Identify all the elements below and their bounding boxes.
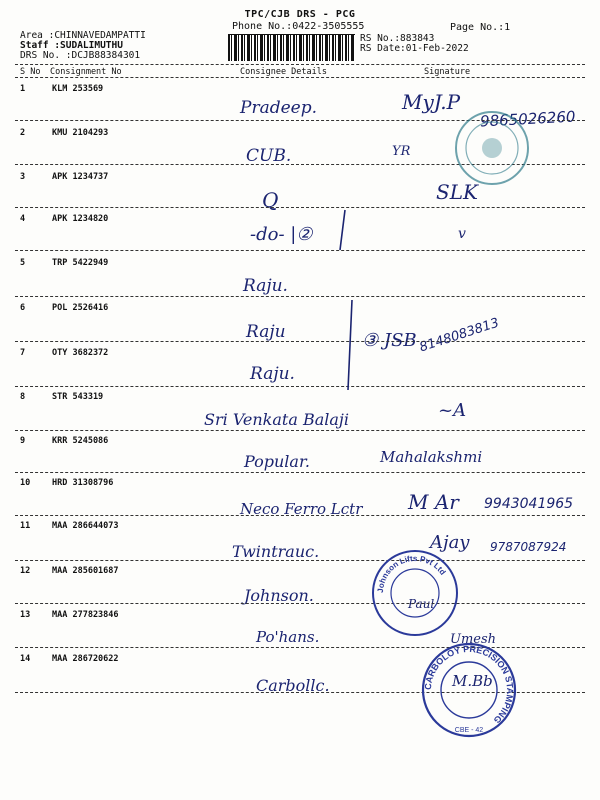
consignee-name: Q bbox=[262, 188, 279, 212]
consignment-number: TRP 5422949 bbox=[52, 258, 109, 268]
handwritten-phone: 8148083813 bbox=[417, 315, 502, 356]
signature: ~A bbox=[438, 400, 467, 421]
signature: ③ JSB bbox=[362, 330, 417, 351]
column-header-signature: Signature bbox=[424, 67, 471, 77]
row-sno: 14 bbox=[20, 654, 31, 664]
consignee-name: Pradeep. bbox=[240, 98, 317, 118]
svg-text:Johnson Lifts Pvt Ltd bbox=[376, 554, 448, 593]
stamp-text: CARBOLOY PRECISION STAMPING bbox=[422, 643, 516, 726]
drs-number: DRS No. :DCJB88384301 bbox=[20, 50, 141, 61]
divider bbox=[15, 296, 585, 297]
consignee-name: Raju. bbox=[243, 276, 288, 296]
row-sno: 10 bbox=[20, 478, 31, 488]
row-sno: 4 bbox=[20, 214, 26, 224]
consignee-name: Sri Venkata Balaji bbox=[204, 410, 349, 429]
consignee-name: Neco Ferro Lctr bbox=[240, 500, 363, 518]
consignment-number: MAA 277823846 bbox=[52, 610, 119, 620]
consignment-number: APK 1234820 bbox=[52, 214, 109, 224]
divider bbox=[15, 386, 585, 387]
row-sno: 6 bbox=[20, 303, 26, 313]
divider bbox=[15, 64, 585, 65]
row-sno: 13 bbox=[20, 610, 31, 620]
row-sno: 12 bbox=[20, 566, 31, 576]
consignment-number: KRR 5245086 bbox=[52, 436, 109, 446]
consignment-number: POL 2526416 bbox=[52, 303, 109, 313]
signature: SLK bbox=[436, 180, 478, 204]
divider bbox=[15, 603, 585, 604]
row-sno: 9 bbox=[20, 436, 26, 446]
signature: Mahalakshmi bbox=[380, 448, 483, 466]
handwritten-phone: 9865026260 bbox=[479, 107, 576, 131]
consignment-number: MAA 286720622 bbox=[52, 654, 119, 664]
row-sno: 7 bbox=[20, 348, 26, 358]
stamp-text: Johnson Lifts Pvt Ltd bbox=[375, 553, 448, 594]
signature: Ajay bbox=[430, 532, 470, 553]
consignee-name: Johnson. bbox=[244, 586, 314, 605]
row-sno: 1 bbox=[20, 84, 26, 94]
signature: YR bbox=[392, 144, 411, 159]
consignee-name: CUB. bbox=[246, 146, 292, 166]
divider bbox=[15, 341, 585, 342]
carboloy-stamp bbox=[414, 640, 524, 740]
row-sno: 8 bbox=[20, 392, 26, 402]
consignee-name: Po'hans. bbox=[256, 628, 320, 646]
consignee-name: Popular. bbox=[244, 452, 310, 471]
rs-number: RS No.:883843 bbox=[360, 33, 435, 44]
johnson-lifts-stamp bbox=[370, 548, 460, 638]
consignment-number: APK 1234737 bbox=[52, 172, 109, 182]
consignment-number: MAA 285601687 bbox=[52, 566, 119, 576]
consignment-number: KMU 2104293 bbox=[52, 128, 109, 138]
signature: Paul bbox=[408, 597, 435, 611]
consignee-name: Carbollc. bbox=[256, 676, 330, 695]
divider bbox=[15, 515, 585, 516]
consignee-name: Twintrauc. bbox=[232, 542, 320, 561]
handwritten-phone: 9943041965 bbox=[484, 496, 574, 512]
stamp-city: CBE - 42 bbox=[454, 727, 484, 734]
column-header-details: Consignee Details bbox=[240, 67, 327, 77]
barcode bbox=[228, 34, 355, 61]
column-header-consignment: Consignment No bbox=[50, 67, 122, 77]
consignee-name: Raju. bbox=[250, 364, 295, 384]
column-header-sno: S No bbox=[20, 67, 41, 77]
row-sno: 11 bbox=[20, 521, 31, 531]
consignee-name: -do- |② bbox=[250, 224, 313, 245]
row-sno: 2 bbox=[20, 128, 26, 138]
area-label: Area :CHINNAVEDAMPATTI bbox=[20, 30, 146, 41]
signature: Umesh bbox=[450, 632, 497, 647]
document-title: TPC/CJB DRS - PCG bbox=[244, 9, 356, 20]
divider bbox=[15, 430, 585, 431]
handwritten-phone: 9787087924 bbox=[490, 540, 567, 554]
consignment-number: KLM 253569 bbox=[52, 84, 104, 94]
signature: M.Bb bbox=[452, 672, 493, 690]
rs-date: RS Date:01-Feb-2022 bbox=[360, 43, 469, 54]
consignee-name: Raju bbox=[246, 322, 286, 342]
divider bbox=[15, 472, 585, 473]
divider bbox=[15, 560, 585, 561]
divider bbox=[15, 77, 585, 78]
divider bbox=[15, 207, 585, 208]
consignment-number: MAA 286644073 bbox=[52, 521, 119, 531]
consignment-number: STR 543319 bbox=[52, 392, 104, 402]
staff-label: Staff :SUDALIMUTHU bbox=[20, 40, 123, 51]
divider bbox=[15, 250, 585, 251]
consignment-number: OTY 3682372 bbox=[52, 348, 109, 358]
round-stamp bbox=[452, 108, 532, 188]
handwritten-stroke bbox=[330, 205, 360, 395]
signature: MyJ.P bbox=[402, 90, 461, 114]
row-sno: 3 bbox=[20, 172, 26, 182]
signature: v bbox=[458, 226, 466, 242]
consignment-number: HRD 31308796 bbox=[52, 478, 114, 488]
page-number: Page No.:1 bbox=[450, 22, 511, 33]
row-sno: 5 bbox=[20, 258, 26, 268]
office-phone: Phone No.:0422-3505555 bbox=[232, 21, 365, 32]
signature: M Ar bbox=[408, 490, 459, 514]
